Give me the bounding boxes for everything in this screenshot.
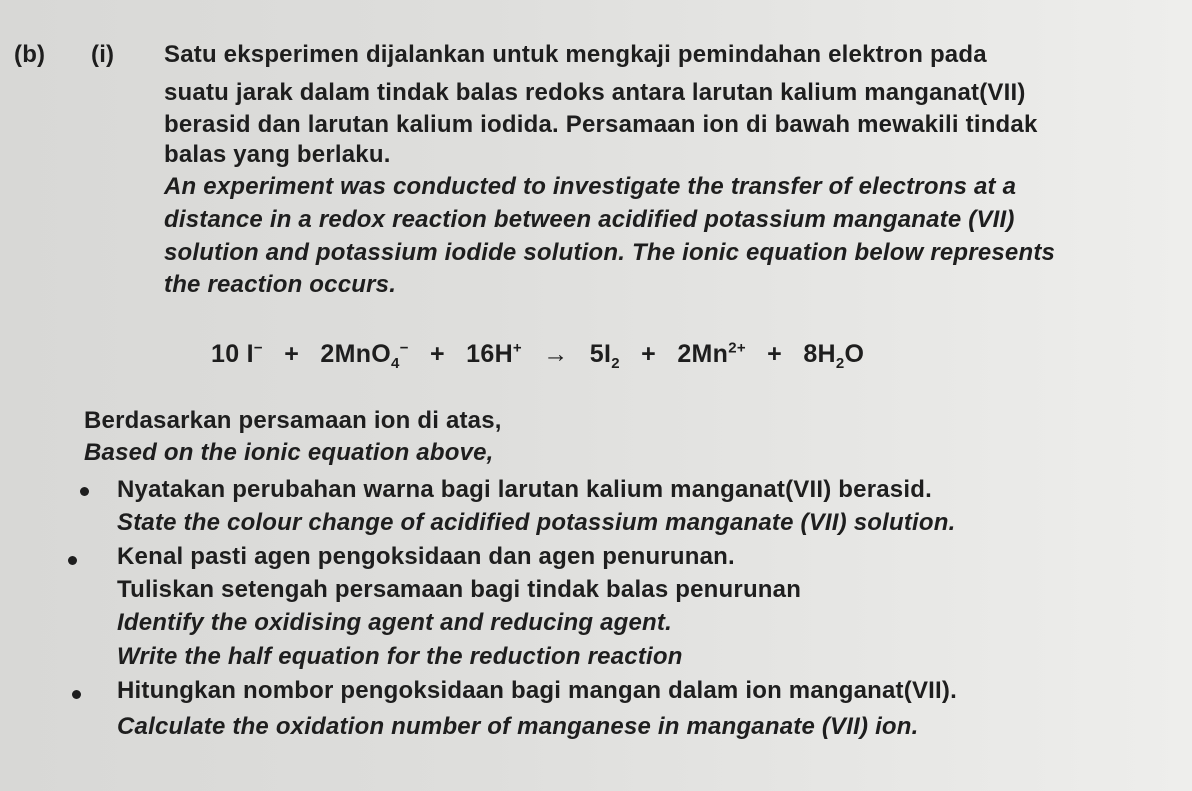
permanganate-charge: − (399, 339, 409, 357)
bullet-3-en: Calculate the oxidation number of manganese in manganate (VII) ion. (117, 713, 919, 740)
bullet-point (80, 487, 89, 496)
water-term: 8H (803, 340, 836, 368)
bullet-3-ms: Hitungkan nombor pengoksidaan bagi mangan dalam ion manganat(VII). (117, 677, 957, 704)
intro-en-line-1: An experiment was conducted to investigate the transfer of electrons at a (164, 173, 1017, 200)
part-label-i: (i) (91, 41, 115, 68)
bullet-1-ms: Nyatakan perubahan warna bagi larutan kalium manganat(VII) berasid. (117, 476, 932, 503)
hydrogen-ion-term: 16H (466, 340, 513, 368)
part-label-b: (b) (14, 41, 46, 68)
iodide-term: 10 I (211, 340, 254, 368)
manganese-ion-charge: 2+ (728, 339, 746, 357)
permanganate-term: 2MnO (320, 340, 392, 368)
intro-ms-line-1: Satu eksperimen dijalankan untuk mengkaji pemindahan elektron pada (164, 41, 987, 68)
plus-sign: + (767, 340, 783, 368)
iodide-charge: − (253, 339, 263, 357)
permanganate-subscript: 4 (391, 355, 400, 372)
hydrogen-ion-charge: + (512, 339, 522, 357)
bullet-2-en-line-2: Write the half equation for the reduction reaction (117, 643, 683, 670)
bullet-2-en-line-1: Identify the oxidising agent and reducing agent. (117, 609, 672, 636)
plus-sign: + (284, 340, 300, 368)
bullet-1-en: State the colour change of acidified potassium manganate (VII) solution. (117, 509, 956, 536)
intro-ms-line-2: suatu jarak dalam tindak balas redoks antara larutan kalium manganat(VII) (164, 79, 1026, 106)
based-on-en: Based on the ionic equation above, (84, 439, 494, 466)
ionic-equation (211, 338, 864, 370)
bullet-2-ms-line-1: Kenal pasti agen pengoksidaan dan agen penurunan. (117, 543, 735, 570)
reaction-arrow: → (543, 340, 569, 368)
plus-sign: + (430, 340, 445, 368)
bullet-point (72, 690, 81, 699)
bullet-point (68, 556, 77, 565)
manganese-ion-term: 2Mn (677, 340, 729, 368)
intro-ms-line-3: berasid dan larutan kalium iodida. Persamaan ion di bawah mewakili tindak (164, 111, 1038, 138)
plus-sign: + (641, 340, 657, 368)
bullet-2-ms-line-2: Tuliskan setengah persamaan bagi tindak balas penurunan (117, 576, 802, 603)
intro-en-line-2: distance in a redox reaction between acidified potassium manganate (VII) (164, 206, 1015, 233)
iodine-term: 5I (589, 340, 612, 368)
iodine-subscript: 2 (611, 355, 620, 372)
based-on-ms: Berdasarkan persamaan ion di atas, (84, 407, 502, 434)
water-subscript: 2 (835, 355, 845, 372)
intro-en-line-3: solution and potassium iodide solution. The ionic equation below represents (164, 239, 1056, 266)
intro-en-line-4: the reaction occurs. (164, 271, 397, 298)
intro-ms-line-4: balas yang berlaku. (164, 141, 391, 168)
water-term-end: O (844, 340, 865, 368)
